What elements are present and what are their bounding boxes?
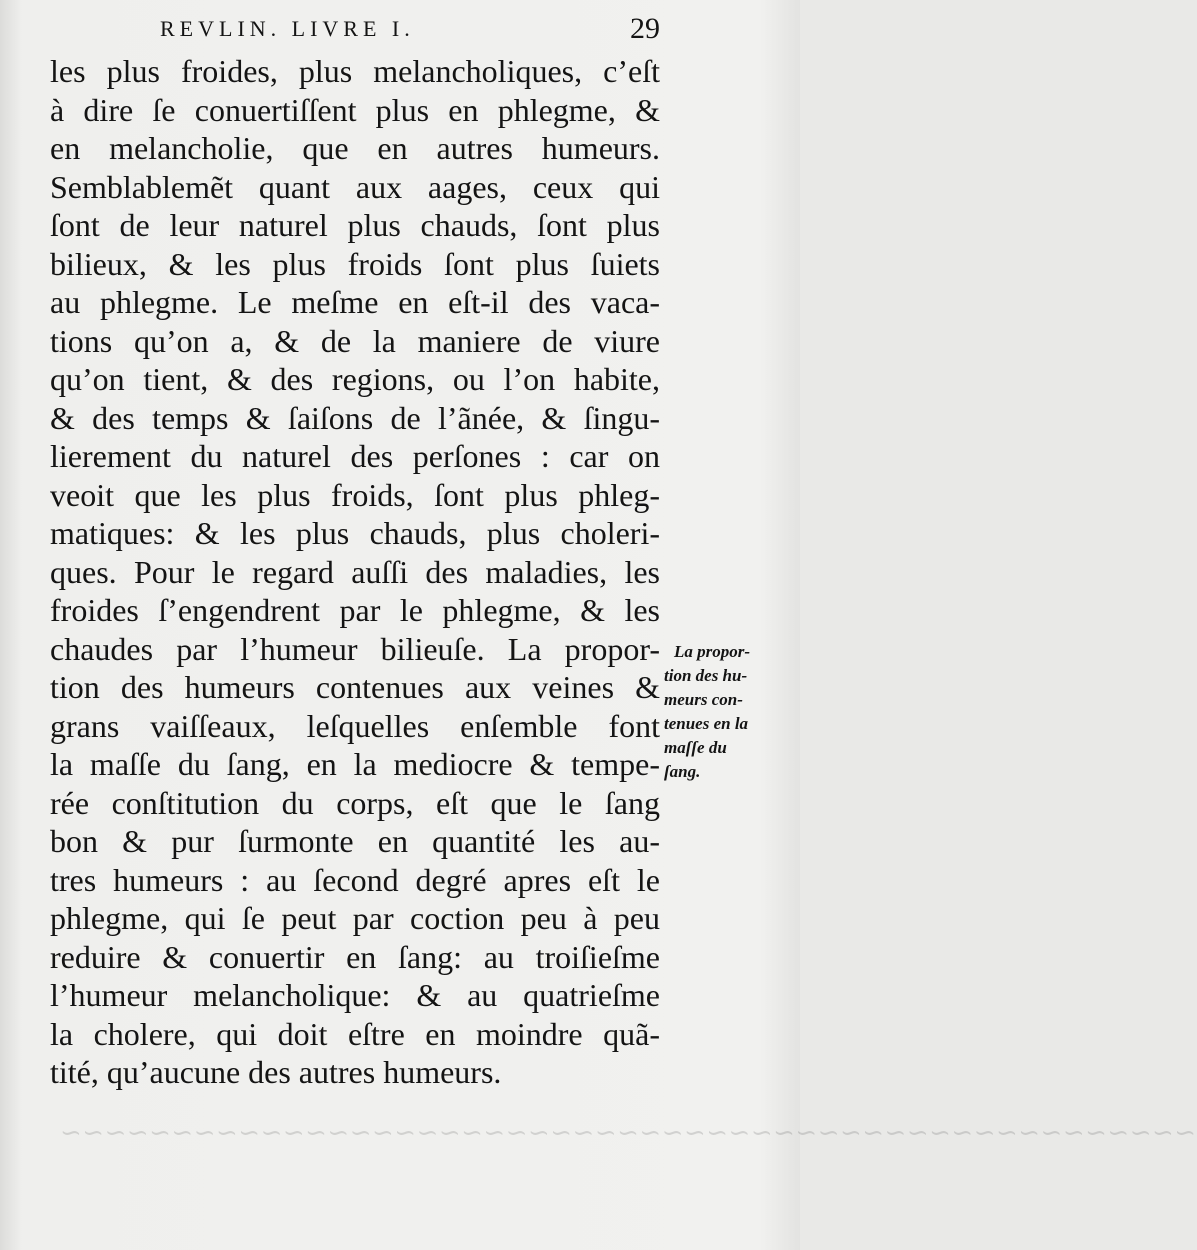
page-header: [160, 12, 660, 48]
margin-note: [664, 640, 794, 784]
text-line: grans vaiſſeaux, leſquelles enſemble font: [50, 707, 660, 744]
text-line: Semblablemẽt quant aux aages, ceux qui: [50, 168, 660, 205]
text-line: la cholere, qui doit eſtre en moindre quã-: [50, 1015, 660, 1052]
text-line: tions qu’on a, & de la maniere de viure: [50, 322, 660, 359]
text-line: à dire ſe conuertiſſent plus en phlegme, &: [50, 91, 660, 128]
margin-note-line: La propor-: [674, 642, 751, 661]
margin-note-line: tenues en la: [664, 714, 749, 733]
text-line: lierement du naturel des perſones : car on: [50, 438, 660, 474]
text-line: matiques: & les plus chauds, plus choleri-: [50, 515, 660, 551]
body-text: [50, 52, 660, 1092]
text-line: & des temps & ſaiſons de l’ãnée, & ſingu-: [50, 399, 660, 436]
text-line: rée conſtitution du corps, eſt que le ſang: [50, 784, 660, 821]
text-line: l’humeur melancholique: & au quatrieſme: [50, 977, 660, 1013]
margin-note-line: tion des hu-: [664, 666, 748, 685]
show-through-bleed: ~~~~~~~~~~~~~~~~~~~~~~~~~~~~~~~~~~~~~~~~~~~~~~~~~~~: [60, 1118, 1197, 1148]
text-line: au phlegme. Le meſme en eſt-il des vaca-: [50, 284, 660, 320]
text-line: reduire & conuertir en ſang: au troiſieſme: [50, 938, 660, 975]
margin-note-line: meurs con-: [664, 690, 743, 709]
text-line: veoit que les plus froids, ſont plus phleg-: [50, 476, 660, 513]
text-line: chaudes par l’humeur bilieuſe. La propor-: [50, 630, 660, 667]
text-line: tion des humeurs contenues aux veines &: [50, 669, 660, 705]
text-line: la maſſe du ſang, en la mediocre & tempe-: [50, 746, 660, 782]
text-line: phlegme, qui ſe peut par coction peu à peu: [50, 900, 660, 936]
margin-note-line: maſſe du: [664, 738, 727, 757]
text-line: bilieux, & les plus froids ſont plus ſuiets: [50, 245, 660, 282]
text-line: ques. Pour le regard auſſi des maladies, les: [50, 553, 660, 590]
text-line: en melancholie, que en autres humeurs.: [50, 130, 660, 166]
text-line: tres humeurs : au ſecond degré apres eſt le: [50, 861, 660, 898]
text-line: tité, qu’aucune des autres humeurs.: [50, 1054, 502, 1090]
text-line: les plus froides, plus melancholiques, c’eſt: [50, 53, 660, 89]
page-number: 29: [630, 12, 660, 45]
text-line: froides ſ’engendrent par le phlegme, & les: [50, 592, 660, 628]
text-line: qu’on tient, & des regions, ou l’on habite,: [50, 361, 660, 397]
margin-note-line: ſang.: [664, 762, 701, 781]
running-title: REVLIN. LIVRE I.: [160, 16, 415, 41]
text-line: ſont de leur naturel plus chauds, ſont plus: [50, 207, 660, 243]
text-line: bon & pur ſurmonte en quantité les au-: [50, 823, 660, 859]
